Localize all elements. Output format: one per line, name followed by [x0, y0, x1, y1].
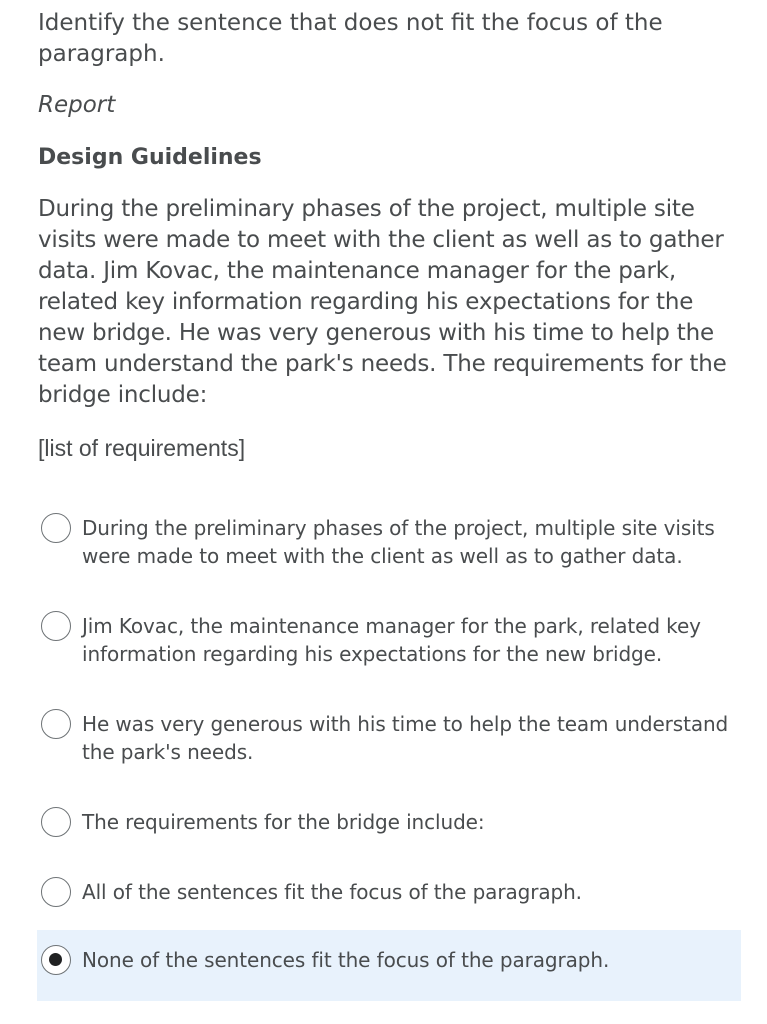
radio-button-option-2[interactable] [41, 611, 71, 641]
option-4[interactable] [37, 804, 741, 840]
radio-button-option-3[interactable] [41, 709, 71, 739]
radio-button-option-1[interactable] [41, 513, 71, 543]
option-3[interactable] [37, 706, 741, 768]
option-6[interactable] [37, 930, 741, 1001]
question-prompt: Identify the sentence that does not fit the focus of the paragraph. [38, 10, 663, 67]
option-1-label: During the preliminary phases of the project, multiple site visits were made to meet with the client as well as to gather data. [82, 516, 715, 568]
option-6-label: None of the sentences fit the focus of the paragraph. [82, 948, 610, 972]
radio-button-option-4[interactable] [41, 807, 71, 837]
option-3-label: He was very generous with his time to help the team understand the park's needs. [82, 712, 729, 764]
option-1[interactable] [37, 510, 741, 572]
list-placeholder: [list of requirements] [38, 435, 246, 461]
option-4-label: The requirements for the bridge include: [82, 810, 485, 834]
report-label: Report [38, 92, 116, 118]
radio-button-option-6[interactable] [41, 945, 71, 975]
passage-paragraph: During the preliminary phases of the project, multiple site visits were made to meet with the client as well as to gather data. Jim Kovac, the maintenance manager for the park, related key information regarding his expectations for the new bridge. He was very generous with his time to help the team understand the park's needs. The requirements for the bridge include: [38, 196, 727, 408]
option-2[interactable] [37, 608, 741, 670]
option-2-label: Jim Kovac, the maintenance manager for the park, related key information regarding his expectations for the new bridge. [82, 614, 701, 666]
question-content [38, 8, 744, 464]
option-5[interactable] [37, 874, 741, 910]
section-heading: Design Guidelines [38, 145, 262, 170]
radio-button-option-5[interactable] [41, 877, 71, 907]
option-5-label: All of the sentences fit the focus of the paragraph. [82, 880, 582, 904]
